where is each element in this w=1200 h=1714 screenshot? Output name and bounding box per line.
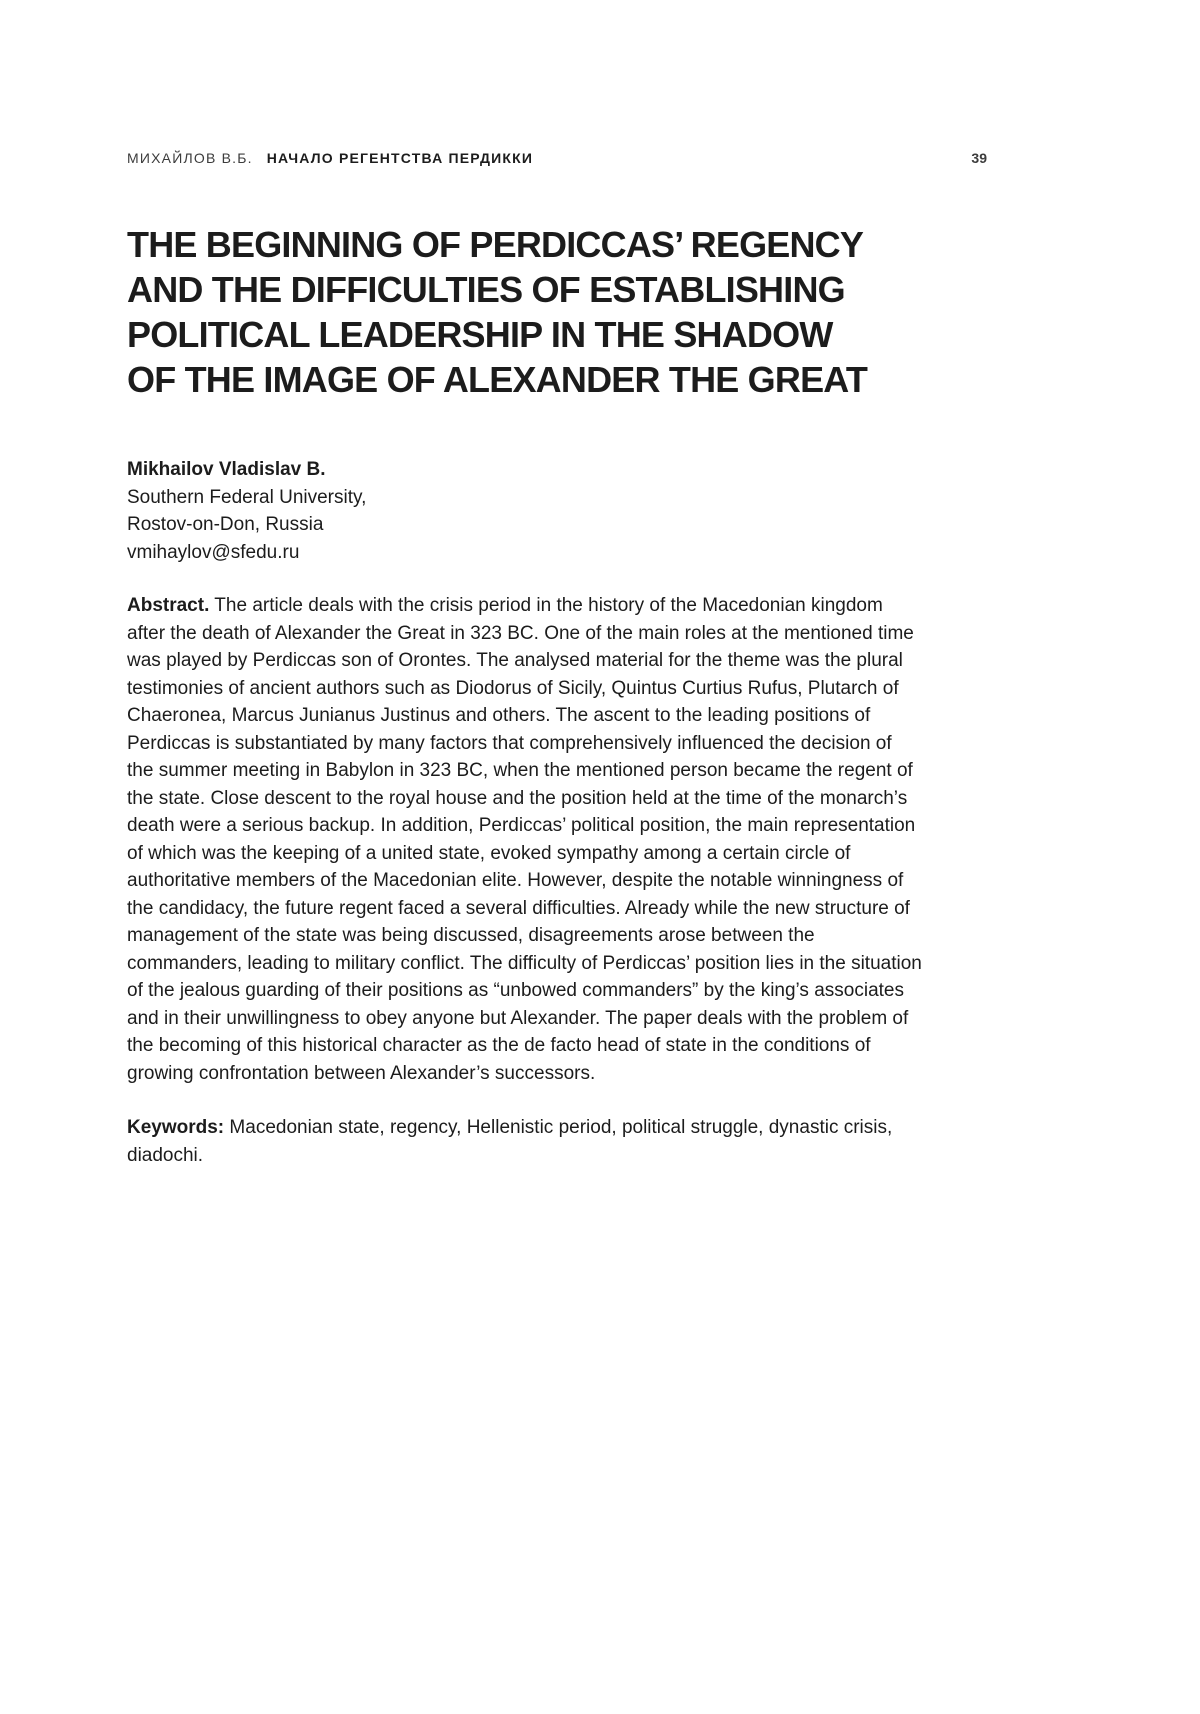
running-header: [127, 150, 987, 166]
page-number: 39: [971, 150, 987, 166]
author-block: [127, 456, 987, 566]
keywords-label: Keywords:: [127, 1117, 225, 1138]
author-city: Rostov-on-Don, Russia: [127, 514, 324, 535]
abstract-label: Abstract.: [127, 595, 210, 616]
author-affiliation: Southern Federal University,: [127, 486, 367, 508]
paper-page: [127, 0, 987, 1169]
running-header-article-title: НАЧАЛО РЕГЕНТСТВА ПЕРДИККИ: [266, 150, 534, 166]
author-name: Mikhailov Vladislav B.: [127, 459, 326, 480]
running-header-left: [127, 150, 533, 166]
keywords-paragraph: [127, 1114, 922, 1169]
keywords-text: Macedonian state, regency, Hellenistic period, political struggle, dynastic crisis, diadochi.: [127, 1117, 893, 1166]
abstract-paragraph: [127, 592, 922, 1087]
abstract-text: The article deals with the crisis period in the history of the Macedonian kingdom after the death of Alexander the Great in 323 BC. One of the main roles at the mentioned time was played by Perdiccas son of Orontes. The analysed material for the theme was the plural testimonies of ancient authors such as Diodorus of Sicily, Quintus Curtius Rufus, Plutarch of Chaeronea, Marcus Junianus Justinus and others. The ascent to the leading positions of Perdiccas is substantiated by many factors that comprehensively influenced the decision of the summer meeting in Babylon in 323 BC, when the mentioned person became the regent of the state. Close descent to the royal house and the position held at the time of the monarch’s death were a serious backup. In addition, Perdiccas’ political position, the main representation of which was the keeping of a united state, evoked sympathy among a certain circle of authoritative members of the Macedonian elite. However, despite the notable winningness of the candidacy, the future regent faced a several difficulties. Already while the new structure of management of the state was being discussed, disagreements arose between the commanders, leading to military conflict. The difficulty of Perdiccas’ position lies in the situation of the jealous guarding of their positions as “unbowed commanders” by the king’s associates and in their unwillingness to obey anyone but Alexander. The paper deals with the problem of the becoming of this historical character as the de facto head of state in the conditions of growing confrontation between Alexander’s successors.: [127, 595, 922, 1084]
author-email: vmihaylov@sfedu.ru: [127, 541, 300, 563]
running-header-author: МИХАЙЛОВ В.Б.: [127, 150, 253, 166]
article-title: THE BEGINNING OF PERDICCAS’ REGENCY AND THE DIFFICULTIES OF ESTABLISHING POLITICAL LEADERSHIP IN THE SHADOW OF THE IMAGE OF ALEXANDER THE GREAT: [127, 224, 868, 400]
